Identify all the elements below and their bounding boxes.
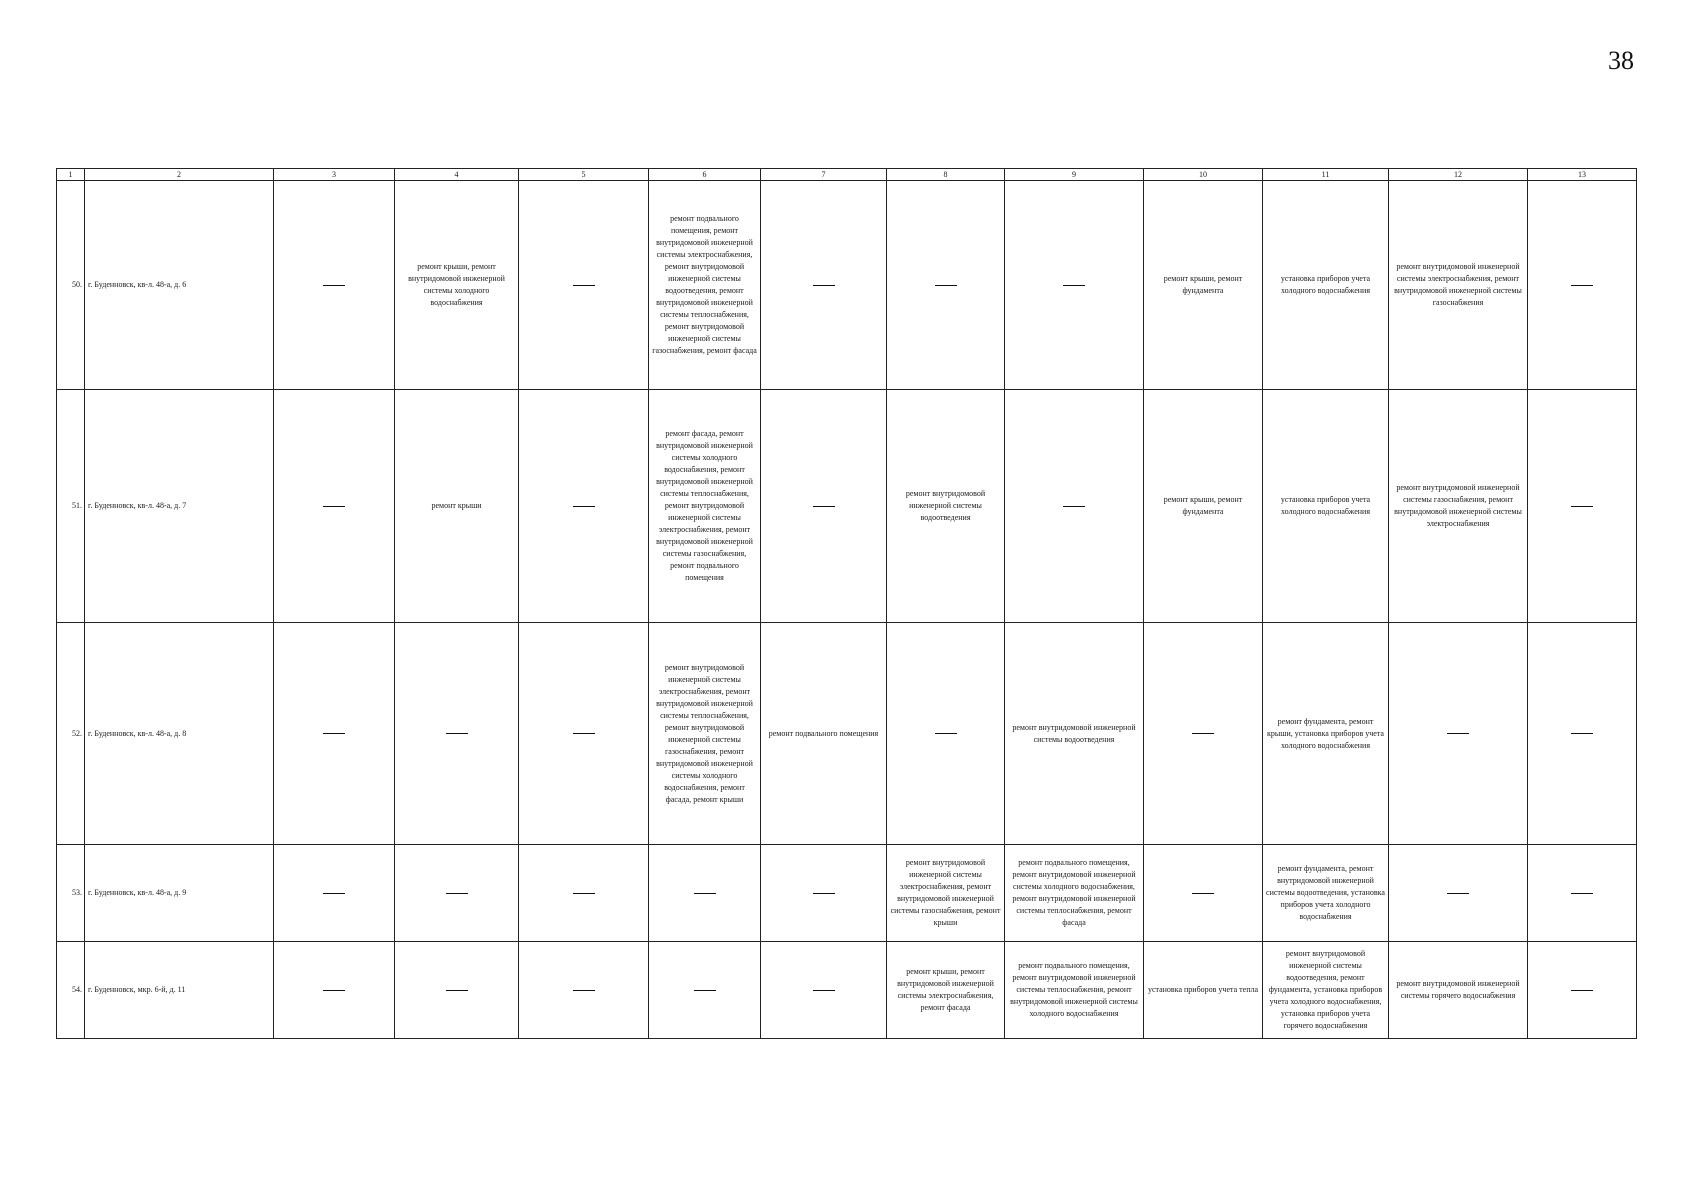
work-cell-c9: ремонт подвального помещения, ремонт внутридомовой инженерной системы холодного водоснабжения, ремонт внутридомовой инженерной системы теплоснабжения, ремонт фасада (1005, 845, 1144, 942)
table-body (57, 181, 1637, 1039)
dash-marker (1447, 893, 1469, 894)
dash-marker (1063, 285, 1085, 286)
dash-marker (323, 893, 345, 894)
column-header: 12 (1389, 169, 1528, 181)
dash-marker (323, 506, 345, 507)
empty-cell-c3 (274, 390, 395, 623)
work-cell-c6: ремонт внутридомовой инженерной системы электроснабжения, ремонт внутридомовой инженерной системы теплоснабжения, ремонт внутридомовой инженерной системы газоснабжения, ремонт внутридомовой инженерной системы холодного водоснабжения, ремонт фасада, ремонт крыши (649, 623, 761, 845)
dash-marker (813, 990, 835, 991)
page-number: 38 (1608, 46, 1634, 75)
table-row (57, 845, 1637, 942)
empty-cell-c12 (1389, 623, 1528, 845)
repair-schedule-table (56, 168, 1637, 1039)
dash-marker (1571, 506, 1593, 507)
work-cell-c9: ремонт подвального помещения, ремонт внутридомовой инженерной системы теплоснабжения, ремонт внутридомовой инженерной системы холодного водоснабжения (1005, 942, 1144, 1039)
empty-cell-c4 (395, 623, 519, 845)
dash-marker (573, 285, 595, 286)
column-header: 6 (649, 169, 761, 181)
dash-marker (446, 733, 468, 734)
work-cell-c6: ремонт подвального помещения, ремонт внутридомовой инженерной системы электроснабжения, ремонт внутридомовой инженерной системы водоотведения, ремонт внутридомовой инженерной системы теплоснабжения, ремонт внутридомовой инженерной системы газоснабжения, ремонт фасада (649, 181, 761, 390)
column-header: 8 (887, 169, 1005, 181)
empty-cell-c10 (1144, 623, 1263, 845)
work-cell-c8: ремонт крыши, ремонт внутридомовой инженерной системы электроснабжения, ремонт фасада (887, 942, 1005, 1039)
work-cell-c9: ремонт внутридомовой инженерной системы водоотведения (1005, 623, 1144, 845)
address-cell: г. Буденновск, кв-л. 48-а, д. 8 (85, 623, 274, 845)
work-cell-c4: ремонт крыши (395, 390, 519, 623)
empty-cell-c4 (395, 942, 519, 1039)
empty-cell-c7 (761, 390, 887, 623)
empty-cell-c13 (1528, 623, 1637, 845)
empty-cell-c8 (887, 623, 1005, 845)
column-header: 4 (395, 169, 519, 181)
repair-schedule-table-wrapper (56, 168, 1636, 1039)
empty-cell-c3 (274, 942, 395, 1039)
work-cell-c10: ремонт крыши, ремонт фундамента (1144, 390, 1263, 623)
column-header: 2 (85, 169, 274, 181)
work-cell-c12: ремонт внутридомовой инженерной системы электроснабжения, ремонт внутридомовой инженерной системы газоснабжения (1389, 181, 1528, 390)
empty-cell-c6 (649, 942, 761, 1039)
dash-marker (323, 733, 345, 734)
empty-cell-c5 (519, 623, 649, 845)
empty-cell-c7 (761, 845, 887, 942)
dash-marker (1192, 893, 1214, 894)
dash-marker (573, 506, 595, 507)
row-number-cell: 50. (57, 181, 85, 390)
dash-marker (573, 733, 595, 734)
address-cell: г. Буденновск, кв-л. 48-а, д. 6 (85, 181, 274, 390)
work-cell-c7: ремонт подвального помещения (761, 623, 887, 845)
dash-marker (813, 506, 835, 507)
table-row (57, 623, 1637, 845)
empty-cell-c5 (519, 390, 649, 623)
empty-cell-c13 (1528, 845, 1637, 942)
dash-marker (694, 893, 716, 894)
empty-cell-c5 (519, 181, 649, 390)
table-row (57, 181, 1637, 390)
empty-cell-c3 (274, 623, 395, 845)
row-number-cell: 53. (57, 845, 85, 942)
column-header: 1 (57, 169, 85, 181)
column-header: 9 (1005, 169, 1144, 181)
empty-cell-c4 (395, 845, 519, 942)
dash-marker (1571, 285, 1593, 286)
empty-cell-c13 (1528, 390, 1637, 623)
dash-marker (1571, 733, 1593, 734)
dash-marker (1447, 733, 1469, 734)
work-cell-c11: установка приборов учета холодного водоснабжения (1263, 181, 1389, 390)
empty-cell-c7 (761, 181, 887, 390)
work-cell-c4: ремонт крыши, ремонт внутридомовой инженерной системы холодного водоснабжения (395, 181, 519, 390)
empty-cell-c6 (649, 845, 761, 942)
empty-cell-c10 (1144, 845, 1263, 942)
dash-marker (1571, 893, 1593, 894)
work-cell-c12: ремонт внутридомовой инженерной системы газоснабжения, ремонт внутридомовой инженерной системы электроснабжения (1389, 390, 1528, 623)
work-cell-c11: ремонт фундамента, ремонт внутридомовой инженерной системы водоотведения, установка приборов учета холодного водоснабжения (1263, 845, 1389, 942)
row-number-cell: 54. (57, 942, 85, 1039)
column-header: 10 (1144, 169, 1263, 181)
dash-marker (1571, 990, 1593, 991)
empty-cell-c9 (1005, 390, 1144, 623)
column-header: 11 (1263, 169, 1389, 181)
empty-cell-c3 (274, 181, 395, 390)
address-cell: г. Буденновск, кв-л. 48-а, д. 9 (85, 845, 274, 942)
empty-cell-c9 (1005, 181, 1144, 390)
work-cell-c10: ремонт крыши, ремонт фундамента (1144, 181, 1263, 390)
table-row (57, 390, 1637, 623)
row-number-cell: 51. (57, 390, 85, 623)
empty-cell-c12 (1389, 845, 1528, 942)
table-row (57, 942, 1637, 1039)
empty-cell-c8 (887, 181, 1005, 390)
dash-marker (446, 990, 468, 991)
work-cell-c11: ремонт внутридомовой инженерной системы водоотведения, ремонт фундамента, установка приборов учета холодного водоснабжения, установка приборов учета горячего водоснабжения (1263, 942, 1389, 1039)
work-cell-c8: ремонт внутридомовой инженерной системы водоотведения (887, 390, 1005, 623)
column-header: 7 (761, 169, 887, 181)
empty-cell-c13 (1528, 942, 1637, 1039)
empty-cell-c13 (1528, 181, 1637, 390)
empty-cell-c5 (519, 942, 649, 1039)
address-cell: г. Буденновск, кв-л. 48-а, д. 7 (85, 390, 274, 623)
work-cell-c12: ремонт внутридомовой инженерной системы горячего водоснабжения (1389, 942, 1528, 1039)
work-cell-c11: ремонт фундамента, ремонт крыши, установка приборов учета холодного водоснабжения (1263, 623, 1389, 845)
dash-marker (1063, 506, 1085, 507)
work-cell-c10: установка приборов учета тепла (1144, 942, 1263, 1039)
empty-cell-c7 (761, 942, 887, 1039)
work-cell-c11: установка приборов учета холодного водоснабжения (1263, 390, 1389, 623)
dash-marker (323, 285, 345, 286)
dash-marker (935, 285, 957, 286)
dash-marker (1192, 733, 1214, 734)
column-header: 5 (519, 169, 649, 181)
dash-marker (573, 893, 595, 894)
dash-marker (813, 893, 835, 894)
column-header: 13 (1528, 169, 1637, 181)
column-header: 3 (274, 169, 395, 181)
dash-marker (323, 990, 345, 991)
row-number-cell: 52. (57, 623, 85, 845)
header-row (57, 169, 1637, 181)
empty-cell-c5 (519, 845, 649, 942)
work-cell-c6: ремонт фасада, ремонт внутридомовой инженерной системы холодного водоснабжения, ремонт внутридомовой инженерной системы теплоснабжения, ремонт внутридомовой инженерной системы электроснабжения, ремонт внутридомовой инженерной системы газоснабжения, ремонт подвального помещения (649, 390, 761, 623)
dash-marker (935, 733, 957, 734)
dash-marker (573, 990, 595, 991)
empty-cell-c3 (274, 845, 395, 942)
work-cell-c8: ремонт внутридомовой инженерной системы электроснабжения, ремонт внутридомовой инженерной системы газоснабжения, ремонт крыши (887, 845, 1005, 942)
dash-marker (694, 990, 716, 991)
dash-marker (813, 285, 835, 286)
dash-marker (446, 893, 468, 894)
address-cell: г. Буденновск, мкр. 6-й, д. 11 (85, 942, 274, 1039)
